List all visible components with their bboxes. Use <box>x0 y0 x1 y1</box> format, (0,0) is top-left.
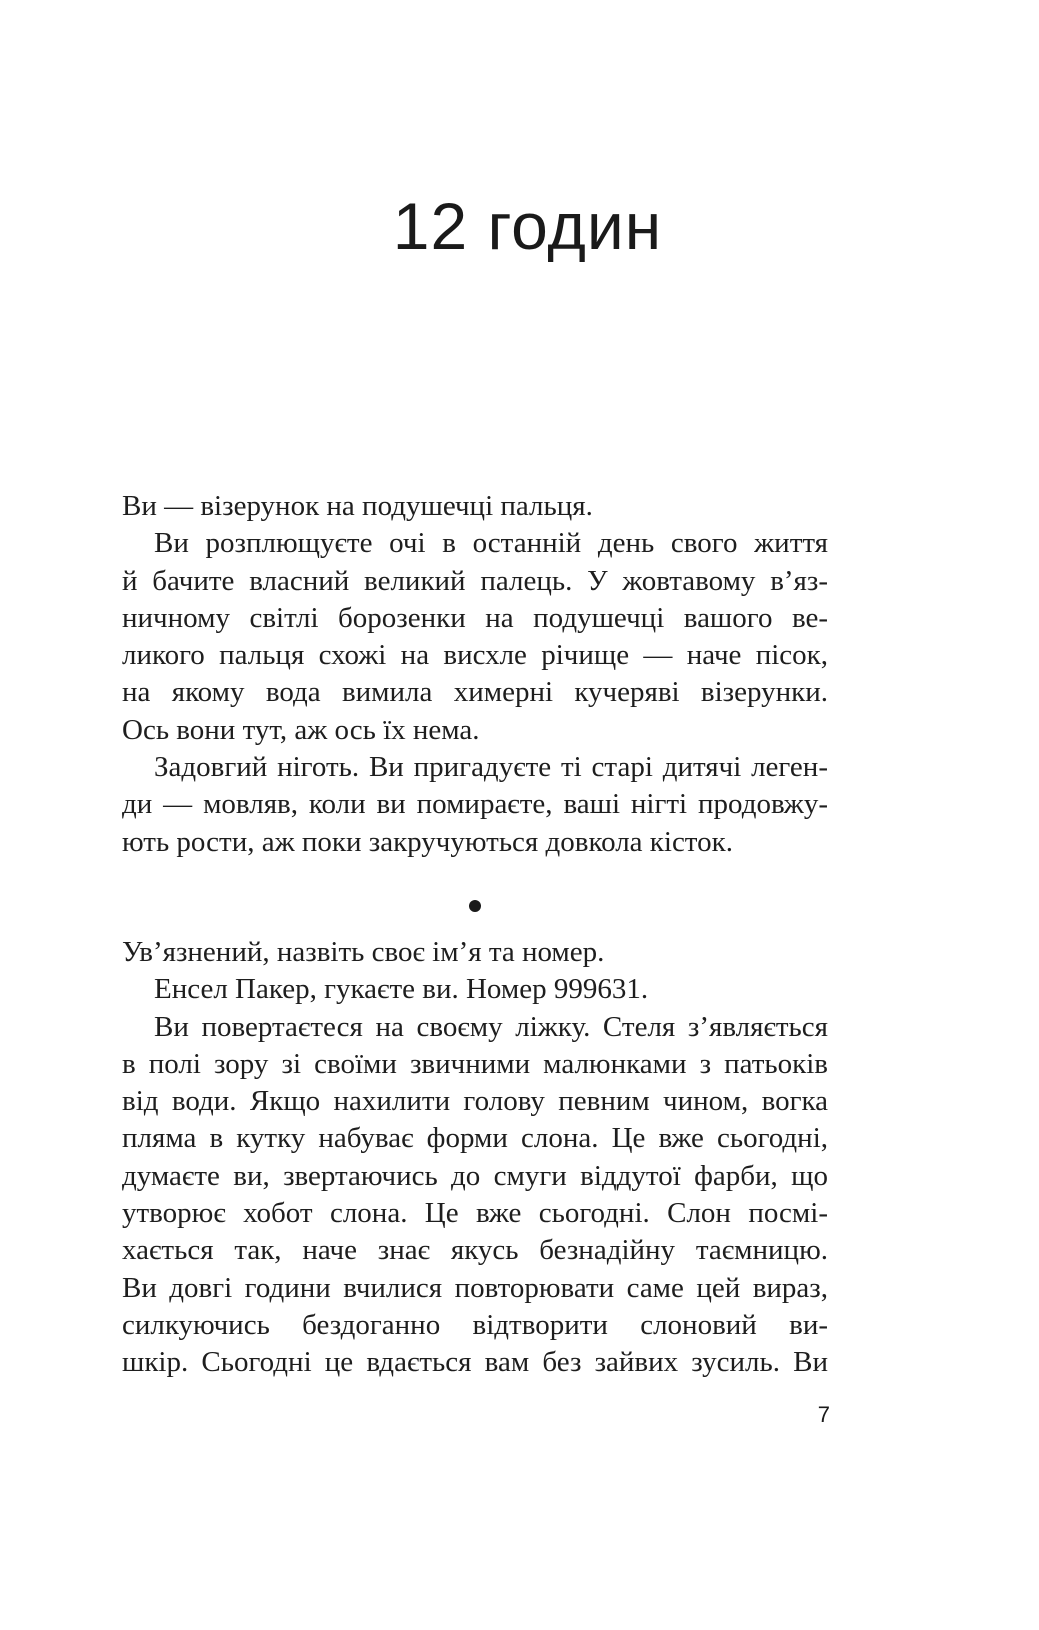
text-line: від води. Якщо нахилити голову певним чином, вогка <box>122 1085 828 1118</box>
text-line: Ув’язнений, назвіть своє ім’я та номер. <box>122 936 605 968</box>
text-line: силкуючись бездоганно відтворити слоновий ви- <box>122 1308 828 1341</box>
text-line: ди — мовляв, коли ви помираєте, ваші нігті продовжу- <box>122 788 828 821</box>
text-line: Ви — візерунок на подушечці пальця. <box>122 490 593 522</box>
text-line: в полі зору зі своїми звичними малюнками з патьоків <box>122 1047 828 1080</box>
text-line: ничному світлі борозенки на подушечці вашого ве- <box>122 601 828 634</box>
chapter-title: 12 годин <box>392 189 663 263</box>
text-line: утворює хобот слона. Це вже сьогодні. Слон посмі- <box>122 1197 828 1230</box>
text-line: ликого пальця схожі на висхле річище — наче пісок, <box>122 639 828 672</box>
text-line: думаєте ви, звертаючись до смуги віддутої фарби, що <box>122 1159 828 1192</box>
text-line: на якому вода вимила химерні кучеряві візерунки. <box>122 676 828 709</box>
section-1-text <box>122 488 828 861</box>
text-line: Ви довгі години вчилися повторювати саме цей вираз, <box>122 1271 828 1304</box>
text-line: хається так, наче знає якусь безнадійну таємницю. <box>122 1234 828 1267</box>
text-line: ють рости, аж поки закручуються довкола кісток. <box>122 825 733 858</box>
text-line: шкір. Сьогодні це вдається вам без зайвих зусиль. Ви <box>122 1346 828 1379</box>
section-2-text <box>122 934 828 1382</box>
section-separator-dot-icon <box>469 900 481 912</box>
text-line: Ви розплющуєте очі в останній день свого життя <box>154 527 828 560</box>
text-line: Енсел Пакер, гукаєте ви. Номер 999631. <box>154 973 649 1006</box>
text-line: Задовгий ніготь. Ви пригадуєте ті старі дитячі леген- <box>154 751 828 784</box>
text-line: Ви повертаєтеся на своєму ліжку. Стеля з’являється <box>154 1010 828 1043</box>
text-line: пляма в кутку набуває форми слона. Це вже сьогодні, <box>122 1122 828 1155</box>
text-line: й бачите власний великий палець. У жовтавому в’яз- <box>122 564 828 597</box>
page-number: 7 <box>817 1402 830 1427</box>
text-line: Ось вони тут, аж ось їх нема. <box>122 713 480 746</box>
